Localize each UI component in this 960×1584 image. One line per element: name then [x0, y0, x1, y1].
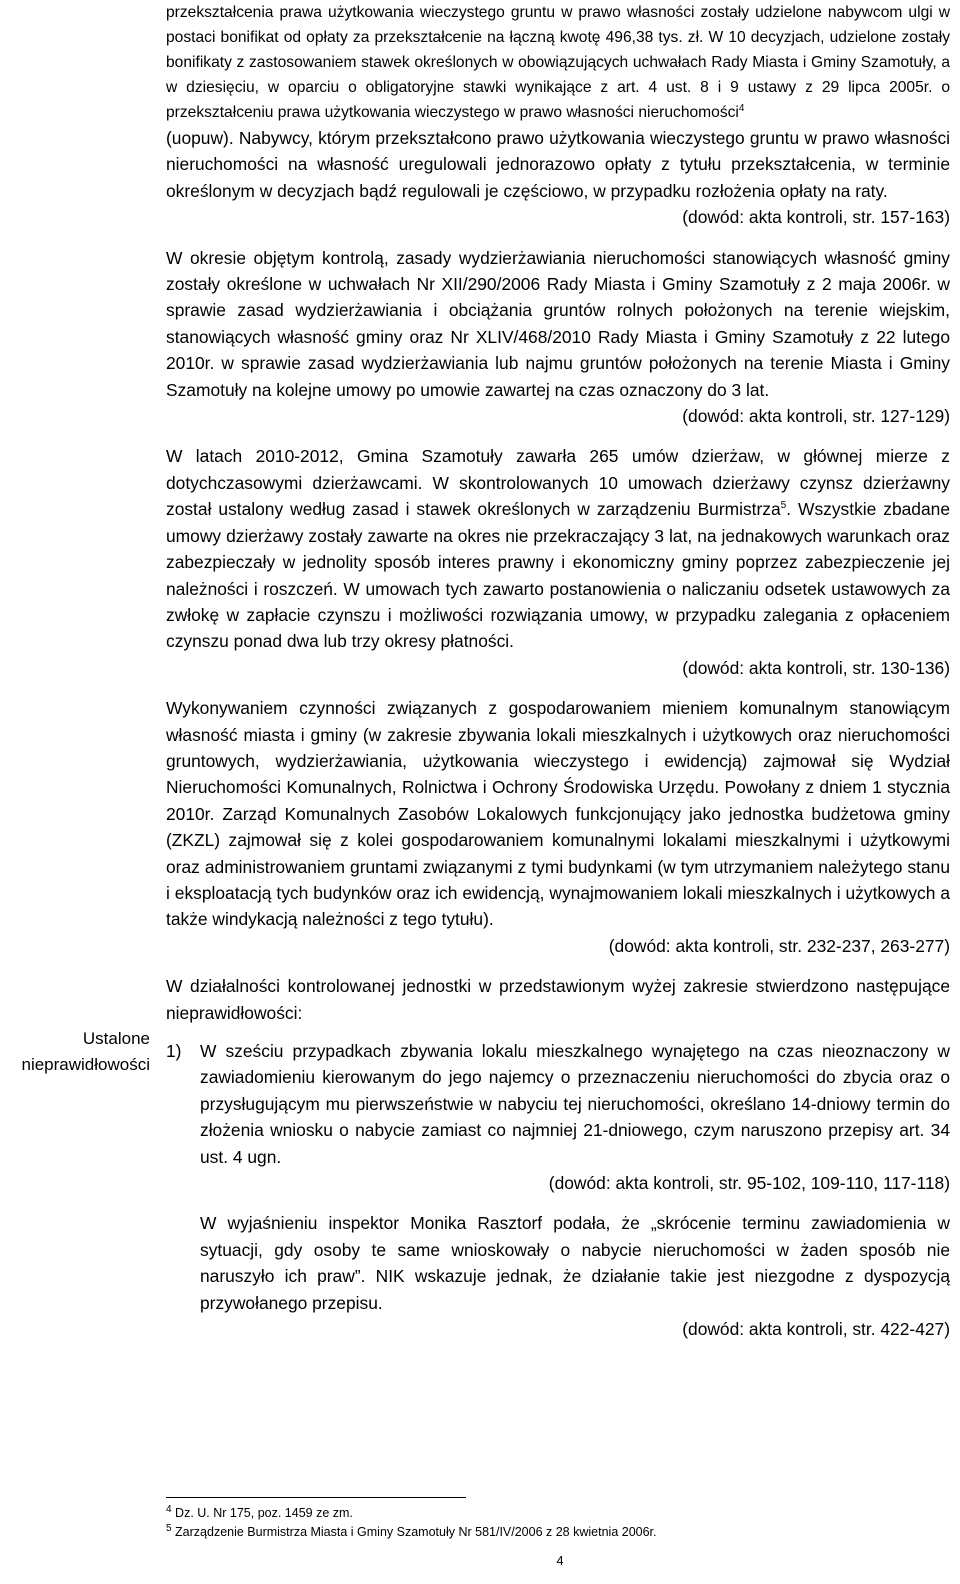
evidence-ref-6: (dowód: akta kontroli, str. 422-427) — [682, 1319, 950, 1340]
footnotes — [166, 1504, 946, 1542]
footnote-number: 4 — [166, 1503, 172, 1515]
paragraph-explanation: W wyjaśnieniu inspektor Monika Rasztorf podała, że „skrócenie terminu zawiadomienia w sytuacji, gdy osoby te same wnioskowały o nabycie nieruchomości w żaden sposób nie naruszyło ich praw”. NIK wskazuje jednak, że działanie takie jest niezgodne z dyspozycją przywołanego przepisu. — [200, 1213, 950, 1313]
evidence-ref-3: (dowód: akta kontroli, str. 130-136) — [682, 657, 950, 678]
footnote-ref-4[interactable]: 4 — [738, 102, 745, 114]
page-number: 4 — [556, 1553, 564, 1568]
paragraph-property-management: Wykonywaniem czynności związanych z gospodarowaniem mieniem komunalnym stanowiącym własność miasta i gminy (w zakresie zbywania lokali mieszkalnych i użytkowych oraz nieruchomości gruntowych, wydzierżawiania, użytkowania wieczystego i ewidencją) zajmował się Wydział Nieruchomości Komunalnych, Rolnictwa i Ochrony Środowiska Urzędu. Powołany z dniem 1 stycznia 2010r. Zarząd Komunalnych Zasobów Lokalowych funkcjonujący jako jednostka budżetowa gminy (ZKZL) zajmował się z kolei gospodarowaniem komunalnymi lokalami mieszkalnymi i użytkowymi oraz administrowaniem gruntami związanymi z tymi budynkami (w tym utrzymaniem należytego stanu i eksploatacją tych budynków oraz ich ewidencją, wynajmowaniem lokali mieszkalnych i użytkowych a także windykacją należności z tego tytułu). — [166, 698, 950, 930]
main-text — [166, 0, 950, 1342]
footnote-text: Zarządzenie Burmistrza Miasta i Gminy Szamotuły Nr 581/IV/2006 z 28 kwietnia 2006r. — [171, 1525, 657, 1539]
list-number: 1) — [166, 1041, 182, 1061]
evidence-ref-2: (dowód: akta kontroli, str. 127-129) — [682, 406, 950, 427]
footnote-5 — [166, 1523, 946, 1542]
text-run: Nabywcy, którym przekształcono prawo użytkowania wieczystego gruntu w prawo własności nieruchomości na własność uregulowali jednorazowo opłaty z tytułu przekształcenia, w terminie określonym w decyzjach bądź regulowali je częściowo, w przypadku rozłożenia opłaty na raty. — [166, 128, 950, 201]
text-run: przekształcenia prawa użytkowania wieczystego gruntu w prawo własności zostały udzielone nabywcom ulgi w postaci bonifikat od opłaty za przekształcenie na łączną kwotę 496,38 tys. zł. W 10 decyzjach, udzielone zostały bonifikaty z zastosowaniem stawek określonych w obowiązujących uchwałach Rady Miasta i Gminy Szamotuły, a w dziesięciu, w oparciu o obligatoryjne stawki wynikające z art. 4 ust. 8 i 9 ustawy z 29 lipca 2005r. o przekształceniu prawa użytkowania wieczystego w prawo własności nieruchomości — [166, 4, 950, 121]
paragraph-conversion — [166, 0, 950, 125]
paragraph-conversion-cont — [166, 125, 950, 204]
finding-item-1 — [166, 1038, 950, 1170]
text-run: . Wszystkie zbadane umowy dzierżawy zostały zawarte na okres nie przekraczający 3 lat, na jednakowych warunkach oraz zabezpieczały w jednolity sposób interes prawny i ekonomiczny gminy poprzez zabezpieczenie jej należności i roszczeń. W umowach tych zawarto postanowienia o naliczaniu odsetek ustawowych za zwłokę w zapłacie czynszu i możliwości rozwiązania umowy, w przypadku zalegania z opłaceniem czynszu ponad dwa lub trzy okresy płatności. — [166, 499, 950, 652]
text-run: (uopuw). — [166, 128, 234, 148]
paragraph-findings-intro: W działalności kontrolowanej jednostki w przedstawionym wyżej zakresie stwierdzono następujące nieprawidłowości: — [166, 976, 950, 1023]
spacer — [166, 231, 950, 245]
margin-label-irregularities: Ustalone nieprawidłowości — [21, 1029, 150, 1074]
text-run: W latach 2010-2012, Gmina Szamotuły zawarła 265 umów dzierżaw, w głównej mierze z dotychczasowymi dzierżawcami. W skontrolowanych 10 umowach dzierżawy czynsz dzierżawny został ustalony według zasad i stawek określonych w zarządzeniu Burmistrza — [166, 446, 950, 520]
spacer — [166, 1196, 950, 1210]
evidence-ref-5: (dowód: akta kontroli, str. 95-102, 109-110, 117-118) — [548, 1173, 950, 1194]
footnote-4 — [166, 1504, 946, 1523]
evidence-ref-4: (dowód: akta kontroli, str. 232-237, 263-277) — [608, 935, 950, 956]
paragraph-conversion-text — [166, 0, 950, 125]
footnote-ref-5[interactable]: 5 — [780, 500, 787, 512]
spacer — [166, 1026, 950, 1038]
footnote-number: 5 — [166, 1522, 172, 1534]
paragraph-lease-rules: W okresie objętym kontrolą, zasady wydzierżawiania nieruchomości stanowiących własność gminy zostały określone w uchwałach Nr XII/290/2006 Rady Miasta i Gminy Szamotuły z 2 maja 2006r. w sprawie zasad wydzierżawiania i obciążania gruntów rolnych położonych na terenie wiejskim, stanowiących własność gminy oraz Nr XLIV/468/2010 Rady Miasta i Gminy Szamotuły z 22 lutego 2010r. w sprawie zasad wydzierżawiania lub najmu gruntów położonych na terenie Miasta i Gminy Szamotuły na kolejne umowy po umowie zawartej na czas oznaczony do 3 lat. — [166, 247, 950, 400]
evidence-ref-1: (dowód: akta kontroli, str. 157-163) — [682, 207, 950, 228]
footnote-separator — [166, 1497, 466, 1498]
finding-item-text: W sześciu przypadkach zbywania lokalu mieszkalnego wynajętego na czas nieoznaczony w zawiadomieniu kierowanym do jego najemcy o przeznaczeniu nieruchomości do zbycia oraz o przysługującym mu pierwszeństwie w nabyciu tej nieruchomości, określano 14-dniowy termin do złożenia wniosku o nabycie zamiast co najmniej 21-dniowego, czym naruszono przepisy art. 34 ust. 4 ugn. — [200, 1041, 950, 1167]
spacer — [166, 429, 950, 443]
spacer — [166, 959, 950, 973]
spacer — [166, 681, 950, 695]
footnote-text: Dz. U. Nr 175, poz. 1459 ze zm. — [171, 1506, 353, 1520]
paragraph-lease-contracts — [166, 443, 950, 654]
